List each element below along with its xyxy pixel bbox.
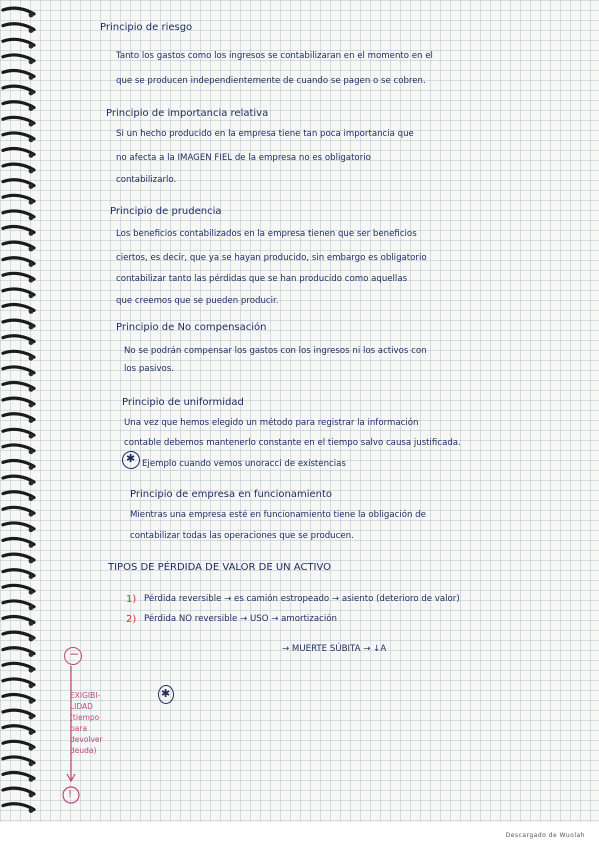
spiral-hole <box>29 247 34 252</box>
spiral-coil <box>3 305 34 311</box>
heading-no-compensacion: Principio de No compensación <box>116 322 267 333</box>
spiral-coil <box>3 180 34 186</box>
spiral-hole <box>29 325 34 330</box>
spiral-hole <box>29 746 34 751</box>
spiral-coil <box>3 741 34 747</box>
spiral-hole <box>29 683 34 688</box>
spiral-coil <box>3 585 34 591</box>
spiral-coil <box>3 663 34 669</box>
spiral-coil <box>3 367 34 373</box>
spiral-coil <box>3 24 34 30</box>
spiral-coil <box>3 726 34 732</box>
spiral-coil <box>3 414 34 420</box>
spiral-binding <box>0 0 40 822</box>
spiral-coil <box>3 445 34 451</box>
spiral-hole <box>29 808 34 813</box>
spiral-coil <box>3 164 34 170</box>
text-line: Mientras una empresa esté en funcionamiento tiene la obligación de <box>130 510 426 520</box>
spiral-hole <box>29 574 34 579</box>
spiral-coil <box>3 554 34 560</box>
text-line: los pasivos. <box>124 364 174 374</box>
heading-empresa-funcionamiento: Principio de empresa en funcionamiento <box>130 489 333 500</box>
spiral-coil <box>3 242 34 248</box>
spiral-hole <box>29 293 34 298</box>
text-line: no afecta a la IMAGEN FIEL de la empresa no es obligatorio <box>116 153 371 163</box>
spiral-coil <box>3 195 34 201</box>
spiral-coil <box>3 523 34 529</box>
spiral-coil <box>3 383 34 389</box>
spiral-coil <box>3 320 34 326</box>
text-line: Pérdida reversible → es camión estropeado → asiento (deterioro de valor) <box>144 594 460 604</box>
spiral-hole <box>29 652 34 657</box>
heading-tipos-perdida: TIPOS DE PÉRDIDA DE VALOR DE UN ACTIVO <box>108 562 332 573</box>
text-line: Los beneficios contabilizados en la empresa tienen que ser beneficios <box>116 229 417 239</box>
margin-note-line: EXIGIBI- <box>70 691 101 700</box>
text-line-example: Ejemplo cuando vemos unoracci de existencias <box>142 459 346 469</box>
margin-note-line: deuda) <box>70 746 97 755</box>
text-line: → MUERTE SÚBITA → ↓A <box>282 644 387 654</box>
asterisk-circle-icon: ✱ <box>158 685 174 704</box>
exigibilidad-note <box>70 690 103 756</box>
spiral-coil <box>3 227 34 233</box>
spiral-hole <box>29 637 34 642</box>
spiral-coil <box>3 632 34 638</box>
spiral-hole <box>29 730 34 735</box>
spiral-coil <box>3 336 34 342</box>
spiral-hole <box>29 278 34 283</box>
spiral-coil <box>3 679 34 685</box>
heading-uniformidad: Principio de uniformidad <box>122 397 244 408</box>
text-line: contabilizar todas las operaciones que se producen. <box>130 531 354 541</box>
spiral-hole <box>29 777 34 782</box>
heading-prudencia: Principio de prudencia <box>110 206 222 217</box>
spiral-hole <box>29 605 34 610</box>
spiral-coil <box>3 476 34 482</box>
spiral-coil <box>3 117 34 123</box>
spiral-coil <box>3 539 34 545</box>
text-line: que creemos que se pueden producir. <box>116 296 279 306</box>
spiral-coil <box>3 398 34 404</box>
exclamation-mark: ! <box>68 789 73 800</box>
text-line: Si un hecho producido en la empresa tiene tan poca importancia que <box>116 129 414 139</box>
spiral-coil <box>3 601 34 607</box>
spiral-coil <box>3 133 34 139</box>
text-line: No se podrán compensar los gastos con los ingresos ni los activos con <box>124 346 427 356</box>
spiral-hole <box>29 465 34 470</box>
text-line: Una vez que hemos elegido un método para registrar la información <box>124 418 419 428</box>
spiral-coil <box>3 710 34 716</box>
heading-importancia-relativa: Principio de importancia relativa <box>106 108 269 119</box>
spiral-coil <box>3 211 34 217</box>
spiral-coil <box>3 570 34 576</box>
spiral-coil <box>3 617 34 623</box>
spiral-hole <box>29 793 34 798</box>
spiral-hole <box>29 340 34 345</box>
spiral-hole <box>29 200 34 205</box>
spiral-coil <box>3 289 34 295</box>
text-line: que se producen independientemente de cuando se pagen o se cobren. <box>116 76 426 86</box>
text-line: ciertos, es decir, que ya se hayan producido, sin embargo es obligatorio <box>116 253 427 263</box>
spiral-hole <box>29 481 34 486</box>
text-line: contabilizar tanto las pérdidas que se han producido como aquellas <box>116 274 408 284</box>
spiral-hole <box>29 590 34 595</box>
spiral-coil <box>3 461 34 467</box>
spiral-hole <box>29 215 34 220</box>
spiral-hole <box>29 543 34 548</box>
margin-note-line: LIDAD <box>70 702 93 711</box>
spiral-hole <box>29 59 34 64</box>
spiral-coil <box>3 804 34 810</box>
spiral-hole <box>29 559 34 564</box>
spiral-coil <box>3 258 34 264</box>
spiral-coil <box>3 39 34 45</box>
spiral-coil <box>3 8 34 14</box>
spiral-coil <box>3 351 34 357</box>
margin-note-line: devolver <box>70 735 103 744</box>
spiral-coil <box>3 71 34 77</box>
spiral-coil <box>3 788 34 794</box>
text-line: contabilizarlo. <box>116 175 177 185</box>
spiral-hole <box>29 91 34 96</box>
spiral-hole <box>29 122 34 127</box>
spiral-hole <box>29 137 34 142</box>
spiral-hole <box>29 449 34 454</box>
spiral-hole <box>29 527 34 532</box>
minus-circle-icon: − <box>64 647 82 665</box>
spiral-hole <box>29 309 34 314</box>
spiral-hole <box>29 75 34 80</box>
spiral-hole <box>29 715 34 720</box>
spiral-hole <box>29 496 34 501</box>
spiral-hole <box>29 13 34 18</box>
spiral-hole <box>29 387 34 392</box>
spiral-hole <box>29 668 34 673</box>
spiral-coil <box>3 102 34 108</box>
spiral-hole <box>29 699 34 704</box>
spiral-hole <box>29 356 34 361</box>
heading-principio-riesgo: Principio de riesgo <box>100 22 193 33</box>
spiral-hole <box>29 44 34 49</box>
text-line: Pérdida NO reversible → USO → amortización <box>144 614 337 624</box>
footer-watermark: Descargado de Wuolah <box>505 832 585 839</box>
spiral-coil <box>3 273 34 279</box>
spiral-coil <box>3 149 34 155</box>
spiral-coil <box>3 492 34 498</box>
list-number-2: 2) <box>126 614 137 625</box>
spiral-coil <box>3 507 34 513</box>
text-line: Tanto los gastos como los ingresos se contabilizaran en el momento en el <box>116 51 433 61</box>
list-number-1: 1) <box>126 594 137 605</box>
spiral-hole <box>29 106 34 111</box>
spiral-hole <box>29 761 34 766</box>
spiral-hole <box>29 184 34 189</box>
spiral-hole <box>29 153 34 158</box>
spiral-hole <box>29 371 34 376</box>
spiral-coil <box>3 773 34 779</box>
spiral-coil <box>3 757 34 763</box>
spiral-coil <box>3 55 34 61</box>
asterisk-circle-icon: ✱ <box>122 451 140 469</box>
spiral-coil <box>3 648 34 654</box>
spiral-coil <box>3 429 34 435</box>
spiral-hole <box>29 28 34 33</box>
spiral-hole <box>29 418 34 423</box>
spiral-hole <box>29 262 34 267</box>
spiral-hole <box>29 403 34 408</box>
spiral-coil <box>3 695 34 701</box>
margin-note-line: (tiempo <box>70 713 100 722</box>
spiral-hole <box>29 621 34 626</box>
text-line: contable debemos mantenerlo constante en el tiempo salvo causa justificada. <box>124 438 461 448</box>
spiral-hole <box>29 169 34 174</box>
spiral-hole <box>29 231 34 236</box>
margin-note-line: para <box>70 724 88 733</box>
spiral-hole <box>29 512 34 517</box>
spiral-coil <box>3 86 34 92</box>
spiral-hole <box>29 434 34 439</box>
